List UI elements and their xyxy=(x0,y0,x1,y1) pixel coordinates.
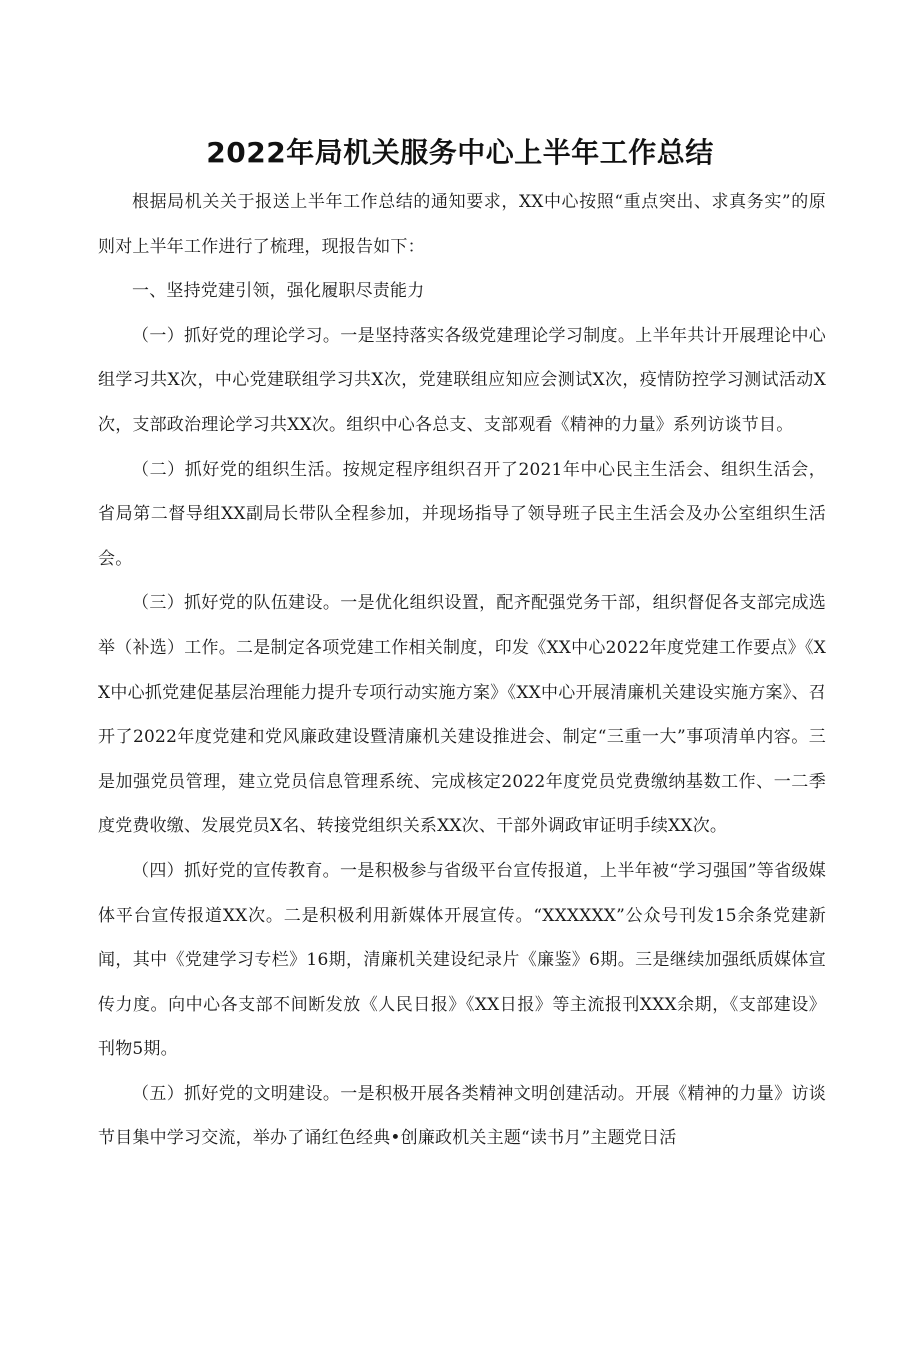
document-body xyxy=(98,180,826,1161)
paragraph-team-building: （三）抓好党的队伍建设。一是优化组织设置，配齐配强党务干部，组织督促各支部完成选举（补选）工作。二是制定各项党建工作相关制度，印发《XX中心2022年度党建工作要点》《XX中心抓党建促基层治理能力提升专项行动实施方案》《XX中心开展清廉机关建设实施方案》、召开了2022年度党建和党风廉政建设暨清廉机关建设推进会、制定“三重一大”事项清单内容。三是加强党员管理，建立党员信息管理系统、完成核定2022年度党员党费缴纳基数工作、一二季度党费收缴、发展党员X名、转接党组织关系XX次、干部外调政审证明手续XX次。 xyxy=(98,593,826,837)
section-heading: 一、坚持党建引领，强化履职尽责能力 xyxy=(132,281,425,302)
intro-paragraph: 根据局机关关于报送上半年工作总结的通知要求，XX中心按照“重点突出、求真务实”的原则对上半年工作进行了梳理，现报告如下： xyxy=(98,192,826,257)
paragraph-publicity: （四）抓好党的宣传教育。一是积极参与省级平台宣传报道，上半年被“学习强国”等省级媒体平台宣传报道XX次。二是积极利用新媒体开展宣传。“XXXXXX”公众号刊发15余条党建新闻，其中《党建学习专栏》16期，清廉机关建设纪录片《廉鉴》6期。三是继续加强纸质媒体宣传力度。向中心各支部不间断发放《人民日报》《XX日报》等主流报刊XXX余期，《支部建设》刊物5期。 xyxy=(98,860,826,1060)
document-title: 2022年局机关服务中心上半年工作总结 xyxy=(206,135,714,169)
paragraph-organization-life: （二）抓好党的组织生活。按规定程序组织召开了2021年中心民主生活会、组织生活会，省局第二督导组XX副局长带队全程参加，并现场指导了领导班子民主生活会及办公室组织生活会。 xyxy=(98,459,826,569)
paragraph-theory-study: （一）抓好党的理论学习。一是坚持落实各级党建理论学习制度。上半年共计开展理论中心组学习共X次，中心党建联组学习共X次，党建联组应知应会测试X次，疫情防控学习测试活动X次，支部政治理论学习共XX次。组织中心各总支、支部观看《精神的力量》系列访谈节目。 xyxy=(98,325,826,435)
paragraph-civilization: （五）抓好党的文明建设。一是积极开展各类精神文明创建活动。开展《精神的力量》访谈节目集中学习交流，举办了诵红色经典•创廉政机关主题“读书月”主题党日活 xyxy=(98,1083,826,1149)
